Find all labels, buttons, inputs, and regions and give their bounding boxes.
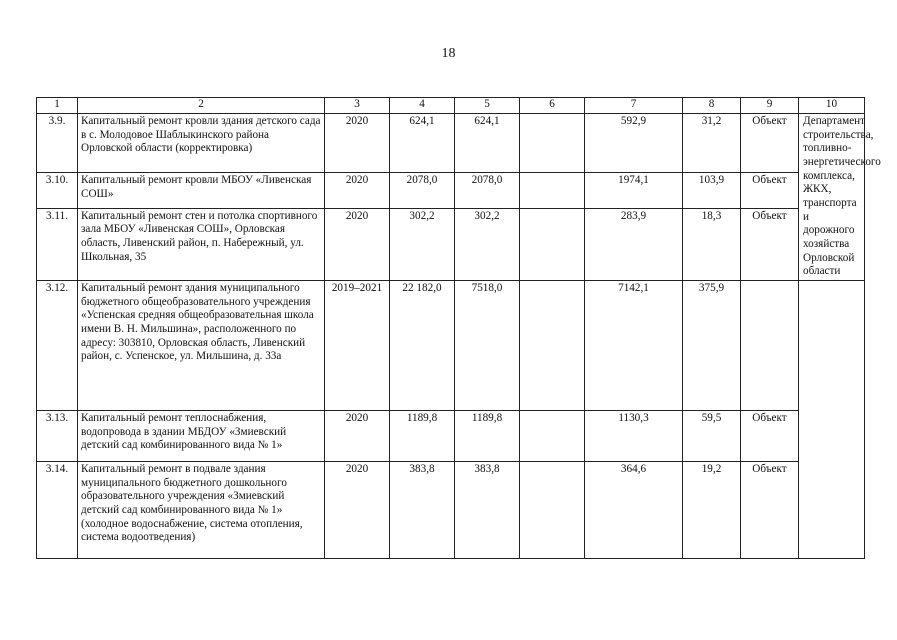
value-cell: 59,5 [683,410,741,461]
work-name: Капитальный ремонт стен и потолка спортивного зала МБОУ «Ливенская СОШ», Орловская область, Ливенский район, п. Набережный, ул. Школьная, 35 [78,208,325,280]
column-header-row [37,98,865,114]
value-cell: 22 182,0 [390,280,455,410]
object-cell: Объект [741,208,799,280]
value-cell: 1189,8 [390,410,455,461]
value-cell: 2078,0 [390,172,455,208]
value-cell: 383,8 [390,461,455,558]
table-row [37,280,865,410]
object-cell: Объект [741,410,799,461]
column-header: 4 [390,98,455,114]
work-name: Капитальный ремонт кровли здания детского сада в с. Молодовое Шаблыкинского района Орловской области (корректировка) [78,114,325,173]
value-cell [520,208,585,280]
table-row [37,172,865,208]
department-cell: Департамент строительства, топливно-энергетического комплекса, ЖКХ, транспорта и дорожного хозяйства Орловской области [799,114,865,281]
row-number: 3.11. [37,208,78,280]
value-cell: 302,2 [390,208,455,280]
column-header: 1 [37,98,78,114]
value-cell: 375,9 [683,280,741,410]
work-name: Капитальный ремонт здания муниципального бюджетного общеобразовательного учреждения «Успенская средняя общеобразовательная школа имени В. Н. Мильшина», расположенного по адресу: 303810, Орловская область, Ливенский район, с. Успенское, ул. Мильшина, д. 33а [78,280,325,410]
row-number: 3.9. [37,114,78,173]
row-number: 3.13. [37,410,78,461]
year-cell: 2020 [325,208,390,280]
row-number: 3.12. [37,280,78,410]
value-cell: 283,9 [585,208,683,280]
work-name: Капитальный ремонт кровли МБОУ «Ливенская СОШ» [78,172,325,208]
object-cell: Объект [741,114,799,173]
department-cell-empty [799,280,865,558]
column-header: 5 [455,98,520,114]
column-header: 9 [741,98,799,114]
table-row [37,114,865,173]
value-cell: 624,1 [390,114,455,173]
year-cell: 2020 [325,114,390,173]
value-cell: 103,9 [683,172,741,208]
value-cell: 592,9 [585,114,683,173]
value-cell [520,172,585,208]
value-cell [520,280,585,410]
value-cell: 364,6 [585,461,683,558]
object-cell: Объект [741,172,799,208]
program-table [36,97,881,559]
column-header: 7 [585,98,683,114]
value-cell: 7518,0 [455,280,520,410]
row-number: 3.10. [37,172,78,208]
value-cell: 1130,3 [585,410,683,461]
work-name: Капитальный ремонт в подвале здания муниципального бюджетного дошкольного образовательного учреждения «Змиевский детский сад комбинированного вида № 1» (холодное водоснабжение, система отопления, система водоотведения) [78,461,325,558]
column-header: 6 [520,98,585,114]
value-cell: 31,2 [683,114,741,173]
column-header: 2 [78,98,325,114]
year-cell: 2020 [325,410,390,461]
value-cell: 18,3 [683,208,741,280]
value-cell: 2078,0 [455,172,520,208]
year-cell: 2020 [325,461,390,558]
page-number: 18 [441,46,456,61]
value-cell [520,114,585,173]
object-cell: Объект [741,461,799,558]
year-cell: 2020 [325,172,390,208]
value-cell: 624,1 [455,114,520,173]
work-name: Капитальный ремонт теплоснабжения, водопровода в здании МБДОУ «Змиевский детский сад комбинированного вида № 1» [78,410,325,461]
table-row [37,410,865,461]
row-number: 3.14. [37,461,78,558]
column-header: 3 [325,98,390,114]
object-cell [741,280,799,410]
value-cell: 7142,1 [585,280,683,410]
value-cell: 19,2 [683,461,741,558]
value-cell: 302,2 [455,208,520,280]
value-cell: 1974,1 [585,172,683,208]
column-header: 10 [799,98,865,114]
year-cell: 2019–2021 [325,280,390,410]
value-cell [520,410,585,461]
value-cell [520,461,585,558]
table-row [37,208,865,280]
value-cell: 1189,8 [455,410,520,461]
column-header: 8 [683,98,741,114]
table-row [37,461,865,558]
value-cell: 383,8 [455,461,520,558]
